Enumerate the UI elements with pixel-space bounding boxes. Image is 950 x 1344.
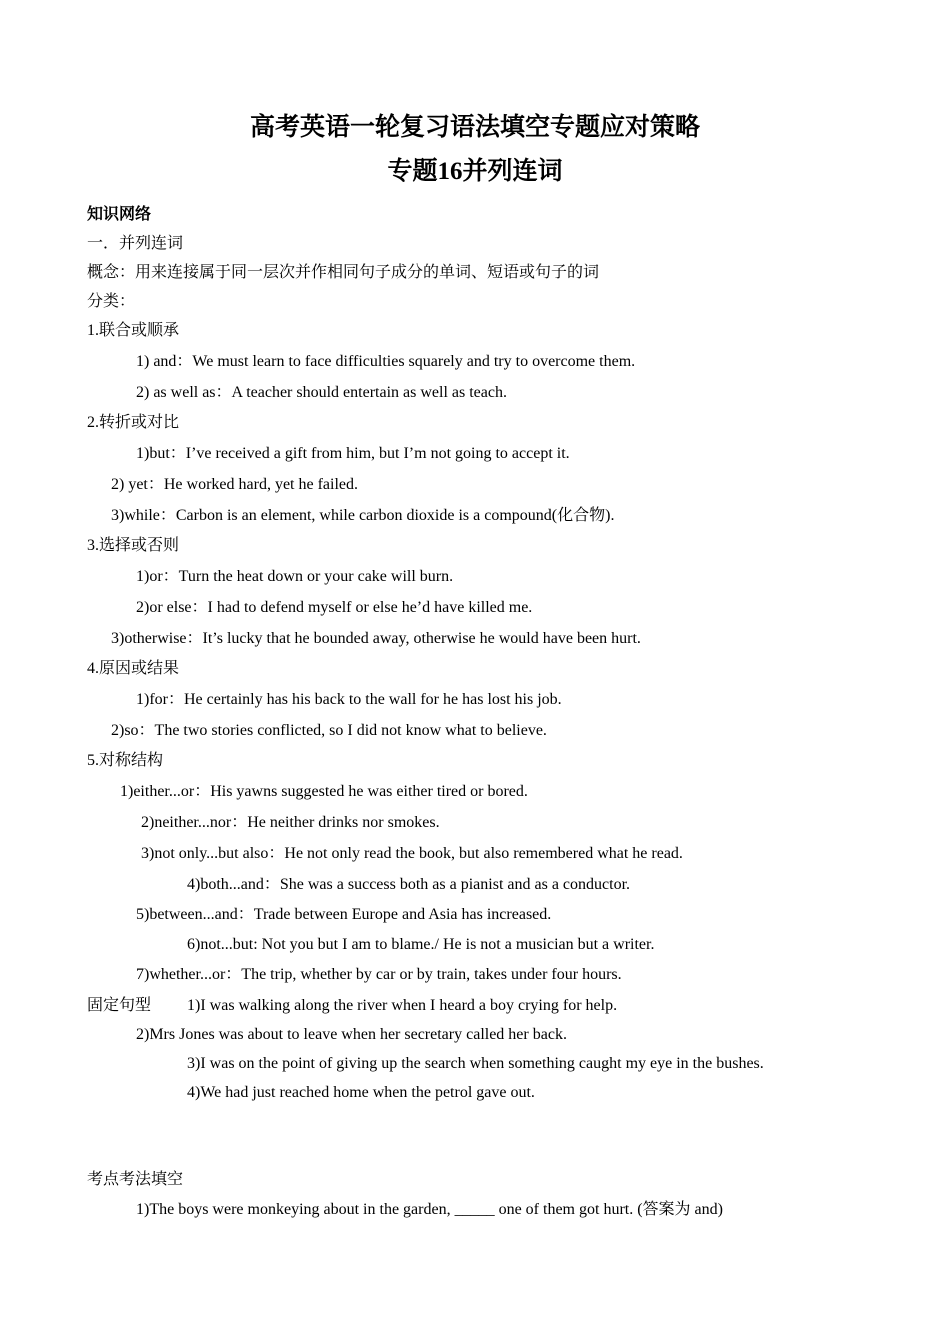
category-heading: 1.联合或顺承 xyxy=(87,322,180,339)
document-subtitle: 专题16并列连词 xyxy=(387,158,563,185)
definition-line: 概念：用来连接属于同一层次并作相同句子成分的单词、短语或句子的词 xyxy=(87,264,600,281)
exercise-line: 1)The boys were monkeying about in the garden, _____ one of them got hurt. (答案为 and) xyxy=(136,1201,723,1218)
example-line: 3)otherwise：It’s lucky that he bounded away, otherwise he would have been hurt. xyxy=(111,630,641,647)
example-line: 2) yet：He worked hard, yet he failed. xyxy=(111,476,359,493)
example-line: 3)while：Carbon is an element, while carbon dioxide is a compound(化合物). xyxy=(111,507,615,524)
example-line: 2)so：The two stories conflicted, so I did not know what to believe. xyxy=(111,722,547,739)
example-line: 1)I was walking along the river when I heard a boy crying for help. xyxy=(187,997,618,1014)
example-line: 2)Mrs Jones was about to leave when her secretary called her back. xyxy=(136,1026,567,1043)
category-heading: 3.选择或否则 xyxy=(87,537,180,554)
example-line: 2) as well as：A teacher should entertain as well as teach. xyxy=(136,384,507,401)
section-heading: 考点考法填空 xyxy=(87,1171,184,1188)
example-line: 3)not only...but also：He not only read the book, but also remembered what he read. xyxy=(141,845,683,862)
category-heading: 2.转折或对比 xyxy=(87,414,180,431)
example-line: 3)I was on the point of giving up the search when something caught my eye in the bushes. xyxy=(187,1055,764,1072)
example-line: 1)either...or：His yawns suggested he was either tired or bored. xyxy=(120,783,528,800)
example-line: 2)or else：I had to defend myself or else he’d have killed me. xyxy=(136,599,533,616)
example-line: 1)but：I’ve received a gift from him, but I’m not going to accept it. xyxy=(136,445,570,462)
classification-line: 分类： xyxy=(87,293,136,310)
heading-line: 一．并列连词 xyxy=(87,235,184,252)
example-line: 4)both...and：She was a success both as a pianist and as a conductor. xyxy=(187,876,631,893)
example-line: 1)or：Turn the heat down or your cake will burn. xyxy=(136,568,454,585)
category-heading: 4.原因或结果 xyxy=(87,660,180,677)
example-line: 1)for：He certainly has his back to the wall for he has lost his job. xyxy=(136,691,562,708)
category-heading: 5.对称结构 xyxy=(87,752,164,769)
example-line: 7)whether...or：The trip, whether by car or by train, takes under four hours. xyxy=(136,966,622,983)
example-line: 4)We had just reached home when the petrol gave out. xyxy=(187,1084,535,1101)
fixed-pattern-label: 固定句型 xyxy=(87,997,152,1014)
example-line: 5)between...and：Trade between Europe and Asia has increased. xyxy=(136,906,552,923)
example-line: 1) and：We must learn to face difficulties squarely and try to overcome them. xyxy=(136,353,636,370)
section-heading: 知识网络 xyxy=(87,206,152,223)
example-line: 2)neither...nor：He neither drinks nor smokes. xyxy=(141,814,440,831)
example-line: 6)not...but: Not you but I am to blame./ He is not a musician but a writer. xyxy=(187,936,655,953)
document-title: 高考英语一轮复习语法填空专题应对策略 xyxy=(249,114,700,141)
